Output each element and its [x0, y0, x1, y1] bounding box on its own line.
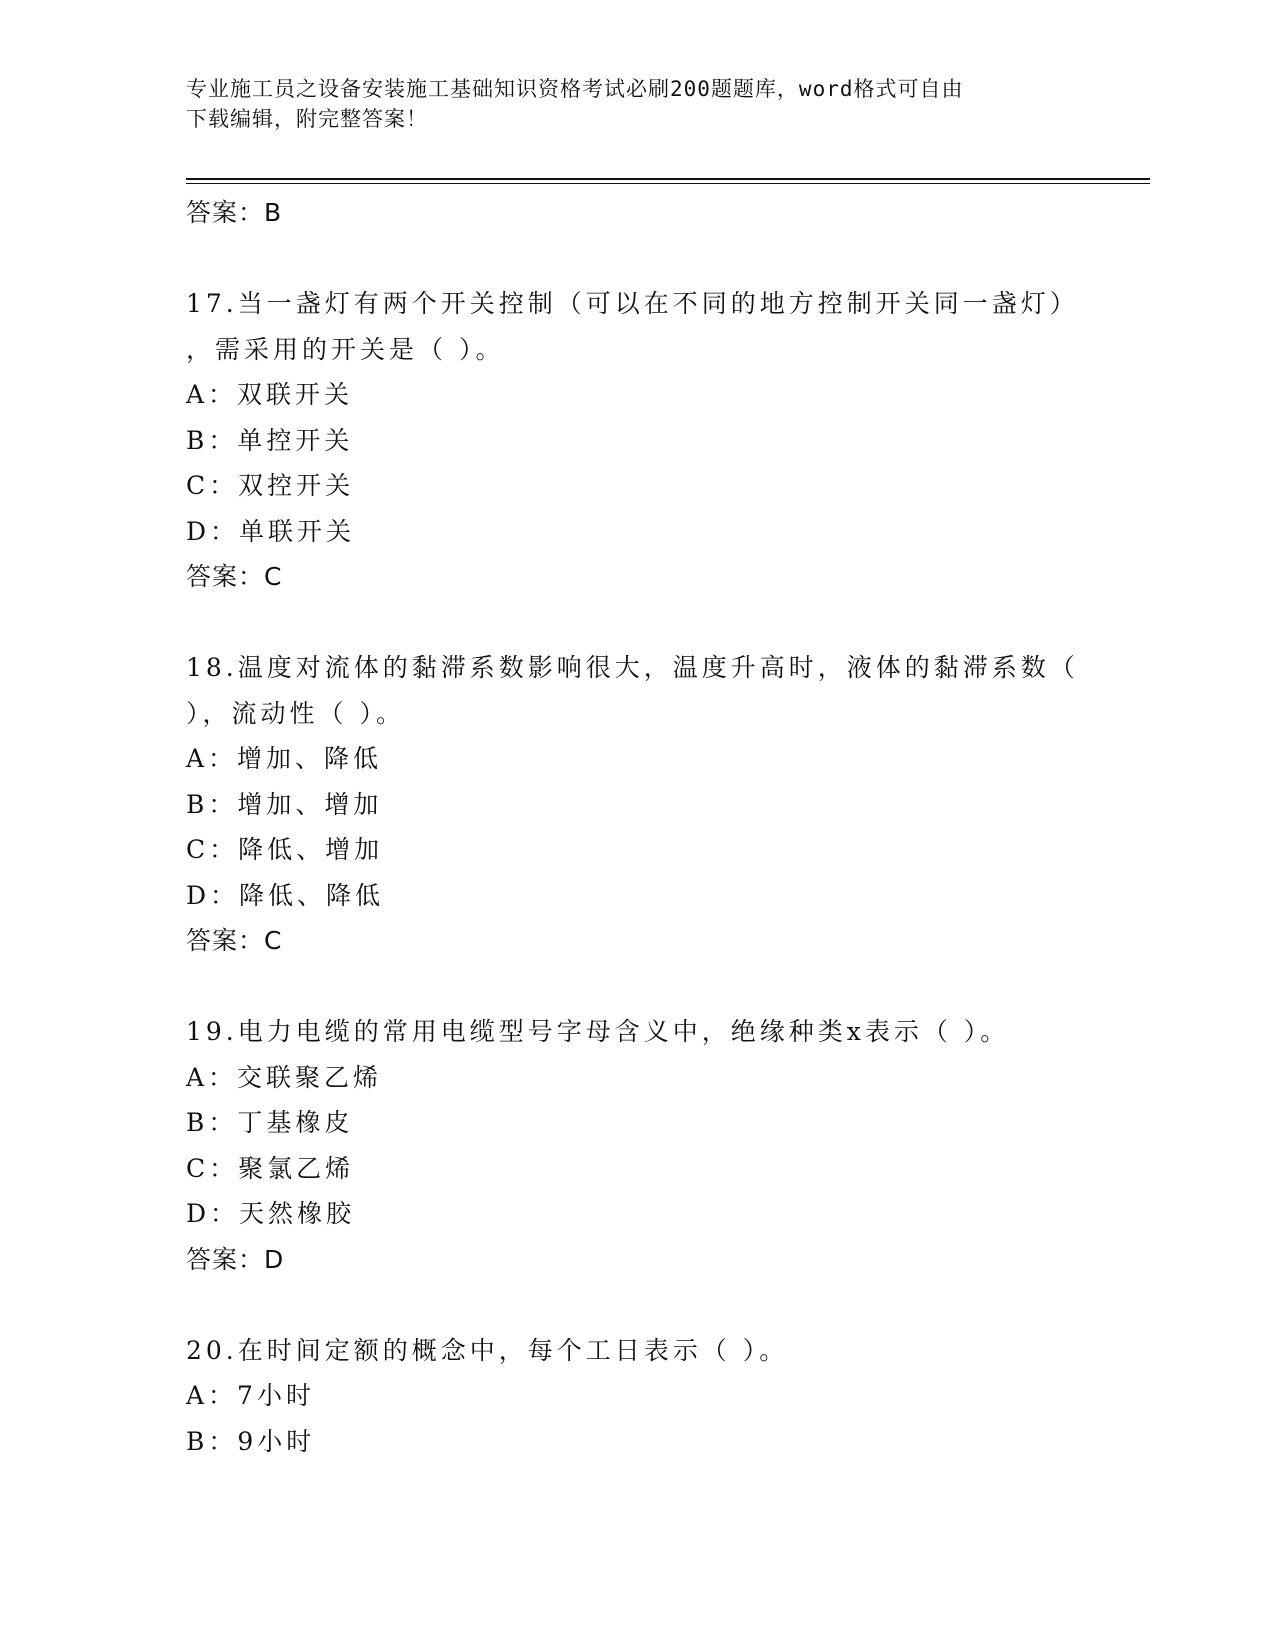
question-stem-line: ，需采用的开关是（ ）。: [186, 334, 505, 364]
option-b: B：单控开关: [186, 425, 354, 455]
option-c: C：聚氯乙烯: [186, 1153, 355, 1183]
header-rule-thin: [186, 183, 1150, 184]
question-stem-line: 17.当一盏灯有两个开关控制（可以在不同的地方控制开关同一盏灯）: [186, 289, 1079, 318]
question-stem-line: 19.电力电缆的常用电缆型号字母含义中，绝缘种类x表示（ ）。: [186, 1017, 1010, 1046]
answer-line: 答案：C: [186, 926, 283, 955]
option-d: D：天然橡胶: [186, 1199, 356, 1228]
document-header: [186, 74, 1066, 134]
question-17: [186, 281, 1086, 600]
option-a: A：交联聚乙烯: [186, 1062, 383, 1092]
spacer: [186, 600, 1086, 646]
answer-line: 答案：D: [186, 1244, 285, 1274]
option-c: C：双控开关: [186, 471, 355, 500]
question-19: [186, 1009, 1086, 1282]
option-b: B：增加、增加: [186, 789, 383, 819]
spacer: [186, 1282, 1086, 1328]
question-stem-line: ），流动性（ ）。: [186, 698, 405, 728]
spacer: [186, 964, 1086, 1010]
question-stem-line: 20.在时间定额的概念中，每个工日表示（ ）。: [186, 1335, 789, 1365]
question-stem-line: 18.温度对流体的黏滞系数影响很大，温度升高时，液体的黏滞系数（: [186, 653, 1079, 682]
option-a: A：7小时: [186, 1381, 315, 1410]
option-b: B：丁基橡皮: [186, 1108, 354, 1137]
header-rule-thick: [186, 178, 1150, 180]
answer-line: 答案：C: [186, 562, 283, 591]
header-line-1: 专业施工员之设备安装施工基础知识资格考试必刷200题题库，word格式可自由: [186, 77, 964, 101]
answer-line: 答案：B: [186, 198, 283, 227]
option-a: A：增加、降低: [186, 744, 383, 773]
option-d: D：单联开关: [186, 516, 356, 546]
header-line-2: 下载编辑，附完整答案！: [186, 107, 428, 131]
option-b: B：9小时: [186, 1426, 316, 1456]
option-d: D：降低、降低: [186, 880, 385, 910]
document-body: [186, 190, 1086, 1464]
option-a: A：双联开关: [186, 380, 354, 409]
spacer: [186, 236, 1086, 282]
question-20: [186, 1328, 1086, 1465]
option-c: C：降低、增加: [186, 835, 384, 864]
question-18: [186, 645, 1086, 964]
